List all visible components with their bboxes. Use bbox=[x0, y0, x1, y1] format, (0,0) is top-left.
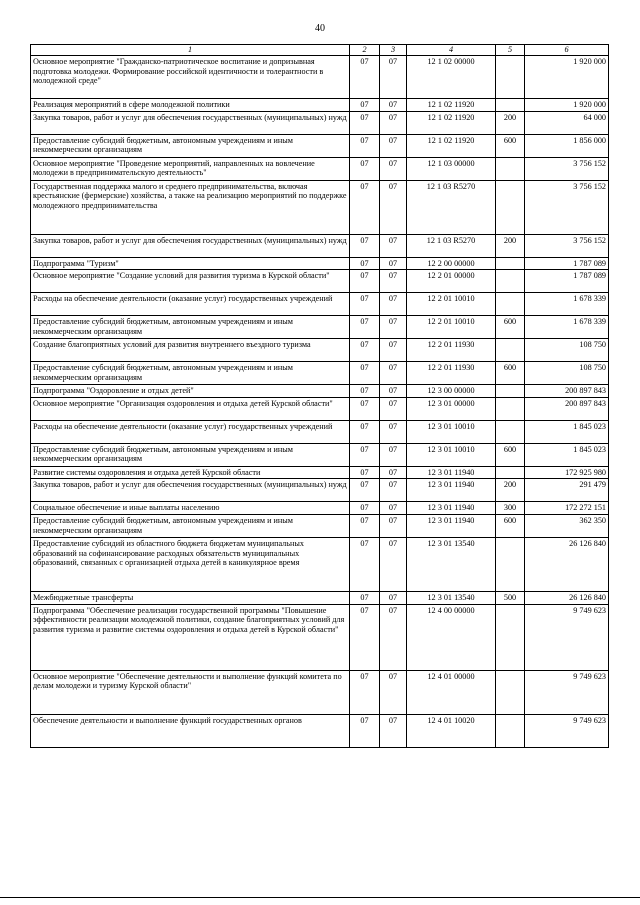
table-row bbox=[31, 316, 609, 339]
cell-description: Закупка товаров, работ и услуг для обеспечения государственных (муниципальных) нужд bbox=[31, 234, 350, 257]
cell-amount: 3 756 152 bbox=[525, 157, 609, 180]
cell-section: 07 bbox=[350, 270, 380, 293]
cell-subsection: 07 bbox=[380, 157, 407, 180]
cell-subsection: 07 bbox=[380, 479, 407, 502]
cell-subsection: 07 bbox=[380, 537, 407, 591]
cell-expense-type: 300 bbox=[496, 502, 525, 515]
cell-subsection: 07 bbox=[380, 443, 407, 466]
cell-amount: 108 750 bbox=[525, 362, 609, 385]
cell-subsection: 07 bbox=[380, 397, 407, 420]
cell-target-code: 12 1 02 00000 bbox=[407, 56, 496, 99]
cell-target-code: 12 1 03 R5270 bbox=[407, 180, 496, 234]
table-row bbox=[31, 591, 609, 604]
cell-amount: 362 350 bbox=[525, 514, 609, 537]
cell-description: Основное мероприятие "Проведение мероприятий, направленных на вовлечение молодежи в предпринимательскую деятельность" bbox=[31, 157, 350, 180]
cell-target-code: 12 3 01 11940 bbox=[407, 466, 496, 479]
col-header-4: 4 bbox=[407, 45, 496, 56]
cell-description: Предоставление субсидий из областного бюджета бюджетам муниципальных образований на софинансирование расходных обязательств муниципальных образований, связанных с организацией отдыха детей в каникулярное время bbox=[31, 537, 350, 591]
cell-amount: 200 897 843 bbox=[525, 397, 609, 420]
cell-expense-type bbox=[496, 339, 525, 362]
cell-subsection: 07 bbox=[380, 316, 407, 339]
cell-description: Расходы на обеспечение деятельности (оказание услуг) государственных учреждений bbox=[31, 420, 350, 443]
cell-description: Реализация мероприятий в сфере молодежной политики bbox=[31, 99, 350, 112]
cell-expense-type bbox=[496, 670, 525, 714]
table-row bbox=[31, 99, 609, 112]
cell-expense-type bbox=[496, 99, 525, 112]
budget-table bbox=[30, 44, 609, 748]
cell-expense-type: 500 bbox=[496, 591, 525, 604]
table-row bbox=[31, 397, 609, 420]
cell-subsection: 07 bbox=[380, 670, 407, 714]
cell-amount: 1 787 089 bbox=[525, 270, 609, 293]
cell-target-code: 12 1 02 11920 bbox=[407, 99, 496, 112]
table-row bbox=[31, 514, 609, 537]
cell-description: Создание благоприятных условий для развития внутреннего въездного туризма bbox=[31, 339, 350, 362]
col-header-6: 6 bbox=[525, 45, 609, 56]
table-row bbox=[31, 362, 609, 385]
cell-amount: 291 479 bbox=[525, 479, 609, 502]
table-row bbox=[31, 537, 609, 591]
cell-subsection: 07 bbox=[380, 99, 407, 112]
cell-description: Социальное обеспечение и иные выплаты населению bbox=[31, 502, 350, 515]
cell-amount: 3 756 152 bbox=[525, 234, 609, 257]
col-header-1: 1 bbox=[31, 45, 350, 56]
cell-target-code: 12 2 01 11930 bbox=[407, 339, 496, 362]
cell-section: 07 bbox=[350, 362, 380, 385]
cell-section: 07 bbox=[350, 670, 380, 714]
cell-amount: 1 920 000 bbox=[525, 56, 609, 99]
cell-amount: 172 925 980 bbox=[525, 466, 609, 479]
table-row bbox=[31, 502, 609, 515]
cell-expense-type bbox=[496, 604, 525, 670]
cell-section: 07 bbox=[350, 537, 380, 591]
table-row bbox=[31, 56, 609, 99]
cell-description: Основное мероприятие "Гражданско-патриотическое воспитание и допризывная подготовка молодежи. Формирование российской идентичности и толерантности в молодежной среде" bbox=[31, 56, 350, 99]
cell-target-code: 12 1 02 11920 bbox=[407, 111, 496, 134]
cell-subsection: 07 bbox=[380, 180, 407, 234]
cell-expense-type bbox=[496, 56, 525, 99]
cell-expense-type bbox=[496, 714, 525, 747]
cell-expense-type bbox=[496, 537, 525, 591]
cell-target-code: 12 2 01 10010 bbox=[407, 316, 496, 339]
cell-subsection: 07 bbox=[380, 604, 407, 670]
table-row bbox=[31, 714, 609, 747]
cell-expense-type bbox=[496, 157, 525, 180]
cell-target-code: 12 4 00 00000 bbox=[407, 604, 496, 670]
cell-amount: 1 845 023 bbox=[525, 420, 609, 443]
cell-expense-type: 200 bbox=[496, 479, 525, 502]
table-row bbox=[31, 670, 609, 714]
cell-description: Предоставление субсидий бюджетным, автономным учреждениям и иным некоммерческим организациям bbox=[31, 443, 350, 466]
cell-expense-type bbox=[496, 257, 525, 270]
cell-target-code: 12 3 01 10010 bbox=[407, 420, 496, 443]
cell-subsection: 07 bbox=[380, 56, 407, 99]
table-row bbox=[31, 479, 609, 502]
cell-amount: 26 126 840 bbox=[525, 591, 609, 604]
cell-description: Основное мероприятие "Обеспечение деятельности и выполнение функций комитета по делам молодежи и туризму Курской области" bbox=[31, 670, 350, 714]
cell-subsection: 07 bbox=[380, 714, 407, 747]
cell-section: 07 bbox=[350, 514, 380, 537]
cell-target-code: 12 1 03 00000 bbox=[407, 157, 496, 180]
table-row bbox=[31, 466, 609, 479]
cell-subsection: 07 bbox=[380, 362, 407, 385]
cell-section: 07 bbox=[350, 714, 380, 747]
table-row bbox=[31, 339, 609, 362]
cell-amount: 200 897 843 bbox=[525, 385, 609, 398]
table-row bbox=[31, 234, 609, 257]
cell-target-code: 12 4 01 00000 bbox=[407, 670, 496, 714]
table-row bbox=[31, 134, 609, 157]
cell-description: Подпрограмма "Обеспечение реализации государственной программы "Повышение эффективности реализации молодежной политики, создание благоприятных условий для развития туризма и развитие системы оздоровления и отдыха детей в Курской области" bbox=[31, 604, 350, 670]
cell-target-code: 12 2 01 11930 bbox=[407, 362, 496, 385]
cell-section: 07 bbox=[350, 134, 380, 157]
cell-expense-type: 600 bbox=[496, 134, 525, 157]
cell-description: Основное мероприятие "Организация оздоровления и отдыха детей Курской области" bbox=[31, 397, 350, 420]
cell-amount: 9 749 623 bbox=[525, 604, 609, 670]
cell-expense-type: 600 bbox=[496, 362, 525, 385]
cell-expense-type: 600 bbox=[496, 316, 525, 339]
table-row bbox=[31, 111, 609, 134]
cell-section: 07 bbox=[350, 257, 380, 270]
cell-amount: 108 750 bbox=[525, 339, 609, 362]
cell-description: Предоставление субсидий бюджетным, автономным учреждениям и иным некоммерческим организациям bbox=[31, 362, 350, 385]
cell-amount: 64 000 bbox=[525, 111, 609, 134]
cell-target-code: 12 2 01 10010 bbox=[407, 293, 496, 316]
cell-section: 07 bbox=[350, 316, 380, 339]
cell-description: Закупка товаров, работ и услуг для обеспечения государственных (муниципальных) нужд bbox=[31, 479, 350, 502]
cell-target-code: 12 3 01 00000 bbox=[407, 397, 496, 420]
cell-subsection: 07 bbox=[380, 420, 407, 443]
cell-subsection: 07 bbox=[380, 270, 407, 293]
cell-expense-type bbox=[496, 397, 525, 420]
cell-target-code: 12 3 00 00000 bbox=[407, 385, 496, 398]
cell-subsection: 07 bbox=[380, 134, 407, 157]
cell-description: Развитие системы оздоровления и отдыха детей Курской области bbox=[31, 466, 350, 479]
col-header-3: 3 bbox=[380, 45, 407, 56]
cell-description: Основное мероприятие "Создание условий для развития туризма в Курской области" bbox=[31, 270, 350, 293]
cell-target-code: 12 3 01 10010 bbox=[407, 443, 496, 466]
cell-section: 07 bbox=[350, 604, 380, 670]
cell-section: 07 bbox=[350, 466, 380, 479]
cell-subsection: 07 bbox=[380, 339, 407, 362]
table-row bbox=[31, 257, 609, 270]
cell-description: Закупка товаров, работ и услуг для обеспечения государственных (муниципальных) нужд bbox=[31, 111, 350, 134]
cell-expense-type bbox=[496, 385, 525, 398]
cell-expense-type: 600 bbox=[496, 514, 525, 537]
cell-section: 07 bbox=[350, 293, 380, 316]
cell-description: Предоставление субсидий бюджетным, автономным учреждениям и иным некоммерческим организациям bbox=[31, 514, 350, 537]
cell-subsection: 07 bbox=[380, 466, 407, 479]
cell-section: 07 bbox=[350, 56, 380, 99]
cell-section: 07 bbox=[350, 339, 380, 362]
cell-subsection: 07 bbox=[380, 591, 407, 604]
cell-target-code: 12 1 03 R5270 bbox=[407, 234, 496, 257]
cell-expense-type bbox=[496, 270, 525, 293]
cell-amount: 1 678 339 bbox=[525, 316, 609, 339]
table-header-row bbox=[31, 45, 609, 56]
table-row bbox=[31, 157, 609, 180]
cell-expense-type: 200 bbox=[496, 111, 525, 134]
cell-amount: 1 845 023 bbox=[525, 443, 609, 466]
cell-expense-type: 200 bbox=[496, 234, 525, 257]
cell-target-code: 12 3 01 13540 bbox=[407, 537, 496, 591]
cell-subsection: 07 bbox=[380, 514, 407, 537]
cell-amount: 3 756 152 bbox=[525, 180, 609, 234]
cell-section: 07 bbox=[350, 420, 380, 443]
cell-section: 07 bbox=[350, 443, 380, 466]
cell-target-code: 12 3 01 11940 bbox=[407, 479, 496, 502]
cell-target-code: 12 3 01 13540 bbox=[407, 591, 496, 604]
cell-section: 07 bbox=[350, 479, 380, 502]
cell-description: Подпрограмма "Оздоровление и отдых детей" bbox=[31, 385, 350, 398]
cell-amount: 1 920 000 bbox=[525, 99, 609, 112]
cell-expense-type bbox=[496, 466, 525, 479]
cell-expense-type bbox=[496, 293, 525, 316]
cell-target-code: 12 3 01 11940 bbox=[407, 514, 496, 537]
cell-amount: 26 126 840 bbox=[525, 537, 609, 591]
cell-amount: 1 787 089 bbox=[525, 257, 609, 270]
table-row bbox=[31, 270, 609, 293]
cell-description: Предоставление субсидий бюджетным, автономным учреждениям и иным некоммерческим организациям bbox=[31, 134, 350, 157]
table-row bbox=[31, 385, 609, 398]
page-number: 40 bbox=[315, 23, 325, 34]
cell-subsection: 07 bbox=[380, 257, 407, 270]
cell-description: Подпрограмма "Туризм" bbox=[31, 257, 350, 270]
cell-amount: 9 749 623 bbox=[525, 714, 609, 747]
cell-subsection: 07 bbox=[380, 111, 407, 134]
bottom-rule bbox=[0, 897, 640, 898]
cell-description: Расходы на обеспечение деятельности (оказание услуг) государственных учреждений bbox=[31, 293, 350, 316]
cell-amount: 172 272 151 bbox=[525, 502, 609, 515]
cell-subsection: 07 bbox=[380, 293, 407, 316]
cell-section: 07 bbox=[350, 385, 380, 398]
cell-amount: 1 856 000 bbox=[525, 134, 609, 157]
cell-section: 07 bbox=[350, 111, 380, 134]
cell-expense-type bbox=[496, 180, 525, 234]
cell-description: Государственная поддержка малого и среднего предпринимательства, включая крестьянские (фермерские) хозяйства, а также на реализацию мероприятий по поддержке молодежного предпринимательства bbox=[31, 180, 350, 234]
cell-amount: 1 678 339 bbox=[525, 293, 609, 316]
cell-description: Межбюджетные трансферты bbox=[31, 591, 350, 604]
cell-amount: 9 749 623 bbox=[525, 670, 609, 714]
cell-section: 07 bbox=[350, 180, 380, 234]
cell-section: 07 bbox=[350, 397, 380, 420]
table-row bbox=[31, 604, 609, 670]
cell-section: 07 bbox=[350, 591, 380, 604]
table-row bbox=[31, 443, 609, 466]
cell-expense-type bbox=[496, 420, 525, 443]
cell-section: 07 bbox=[350, 502, 380, 515]
cell-target-code: 12 1 02 11920 bbox=[407, 134, 496, 157]
cell-section: 07 bbox=[350, 234, 380, 257]
cell-section: 07 bbox=[350, 99, 380, 112]
cell-subsection: 07 bbox=[380, 385, 407, 398]
col-header-2: 2 bbox=[350, 45, 380, 56]
table-row bbox=[31, 293, 609, 316]
cell-target-code: 12 3 01 11940 bbox=[407, 502, 496, 515]
table-row bbox=[31, 420, 609, 443]
cell-expense-type: 600 bbox=[496, 443, 525, 466]
table-row bbox=[31, 180, 609, 234]
col-header-5: 5 bbox=[496, 45, 525, 56]
cell-target-code: 12 4 01 10020 bbox=[407, 714, 496, 747]
cell-description: Обеспечение деятельности и выполнение функций государственных органов bbox=[31, 714, 350, 747]
cell-subsection: 07 bbox=[380, 502, 407, 515]
cell-target-code: 12 2 00 00000 bbox=[407, 257, 496, 270]
cell-section: 07 bbox=[350, 157, 380, 180]
cell-subsection: 07 bbox=[380, 234, 407, 257]
cell-target-code: 12 2 01 00000 bbox=[407, 270, 496, 293]
cell-description: Предоставление субсидий бюджетным, автономным учреждениям и иным некоммерческим организациям bbox=[31, 316, 350, 339]
